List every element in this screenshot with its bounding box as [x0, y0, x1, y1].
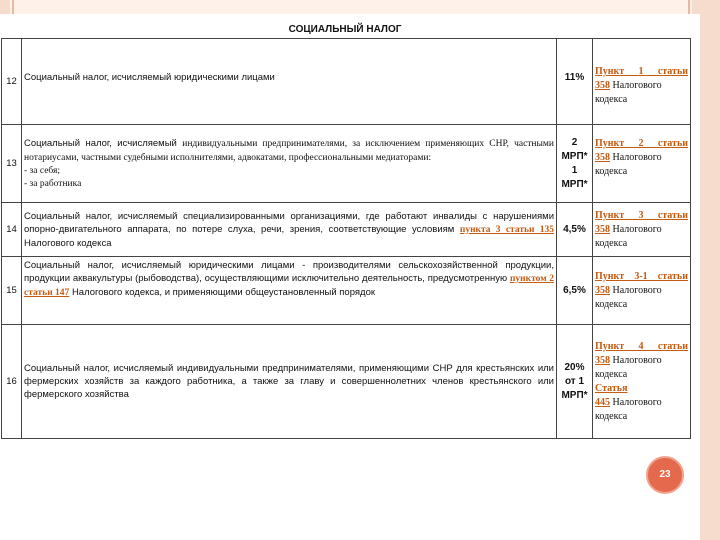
reference-text: Налогового кодекса [595, 80, 662, 105]
tax-table [1, 38, 691, 439]
description-text-serif: индивидуальными предпринимателями, за исключением применяющих СНР, частными нотариусами, частными судебными исполнителями, адвокатами, профессиональными медиаторами: [24, 138, 554, 163]
reference-link[interactable]: Пункт 3-1 статьи [595, 270, 688, 282]
table-row [2, 39, 691, 125]
rate-value: 4,5% [563, 223, 586, 235]
description-link[interactable]: пункта 3 статьи 135 [459, 224, 554, 235]
description-text: Социальный налог, исчисляемый юридическими лицами - производителями сельскохозяйственной продукции, продукции аквакультуры (рыбоводства), осуществляющими исключительно деятельность, предусмотренную [24, 260, 554, 284]
page-number-badge: 23 [646, 456, 684, 494]
description-tail: Налогового кодекса [24, 237, 112, 249]
description-text: Социальный налог, исчисляемый индивидуальными предпринимателями, применяющими СНР для крестьянских или фермерских хозяйств за каждого работника, а также за главу и совершеннолетних членов крестьянского или фермерского хозяйства [24, 363, 554, 400]
description-text: Социальный налог, исчисляемый юридическими лицами [24, 72, 275, 83]
reference-text: Налогового кодекса [595, 354, 662, 380]
page-title: СОЦИАЛЬНЫЙ НАЛОГ [288, 24, 402, 35]
reference-link-number[interactable]: 445 [595, 396, 610, 408]
row-reference [593, 39, 691, 125]
rate-value: 1 [571, 164, 578, 176]
reference-link[interactable]: Пункт 3 статьи [595, 209, 688, 221]
row-rate [557, 39, 593, 125]
reference-link-number[interactable]: 358 [595, 152, 610, 163]
rate-unit: МРП* [561, 150, 588, 162]
description-link[interactable]: пунктом 2 статьи 147 [24, 274, 555, 298]
row-description [22, 203, 557, 257]
reference-link-number[interactable]: 358 [595, 284, 610, 296]
description-tail: Налогового кодекса, и применяющими общеустановленный порядок [71, 287, 376, 298]
reference-text: Налогового кодекса [595, 396, 662, 422]
rate-value: 20% [564, 361, 585, 373]
row-description [22, 39, 557, 125]
reference-text: Налогового кодекса [595, 284, 662, 310]
rate-value: 2 [571, 136, 578, 148]
row-description [22, 325, 557, 439]
reference-link[interactable]: Пункт 1 статьи [595, 66, 688, 77]
reference-link-number[interactable]: 358 [595, 80, 610, 91]
table-row [2, 325, 691, 439]
rate-value: 6,5% [563, 284, 586, 296]
rate-unit: МРП* [561, 389, 588, 401]
description-text: Социальный налог, исчисляемый специализированными организациями, где работают инвалиды с нарушениями опорно-двигательного аппарата, по потере слуха, речи, зрения, соответствующие условиям [24, 210, 554, 235]
reference-text: Налогового кодекса [595, 223, 662, 249]
reference-link-number[interactable]: 358 [595, 354, 610, 366]
rate-value: от 1 [564, 375, 585, 387]
row-number: 14 [2, 203, 22, 257]
row-number: 13 [2, 125, 22, 203]
row-rate [557, 325, 593, 439]
reference-text: Налогового кодекса [595, 152, 662, 177]
description-item: - за себя; [24, 165, 61, 176]
row-description [22, 125, 557, 203]
rate-value: 11% [564, 72, 585, 83]
table-row [2, 257, 691, 325]
table-row [2, 203, 691, 257]
reference-link[interactable]: Пункт 2 статьи [595, 138, 688, 149]
row-description [22, 257, 557, 325]
row-number: 16 [2, 325, 22, 439]
reference-link-number[interactable]: 358 [595, 223, 610, 235]
reference-link-article[interactable]: Статья [595, 382, 628, 394]
row-reference [593, 257, 691, 325]
row-reference [593, 325, 691, 439]
row-reference [593, 125, 691, 203]
description-text: Социальный налог, исчисляемый [24, 137, 177, 149]
row-rate [557, 257, 593, 325]
row-reference [593, 203, 691, 257]
row-rate [557, 203, 593, 257]
rate-unit: МРП* [561, 178, 588, 190]
row-rate [557, 125, 593, 203]
table-row [2, 125, 691, 203]
reference-link[interactable]: Пункт 4 статьи [595, 340, 688, 352]
row-number: 15 [2, 257, 22, 325]
row-number: 12 [2, 39, 22, 125]
description-item: - за работника [24, 178, 82, 189]
